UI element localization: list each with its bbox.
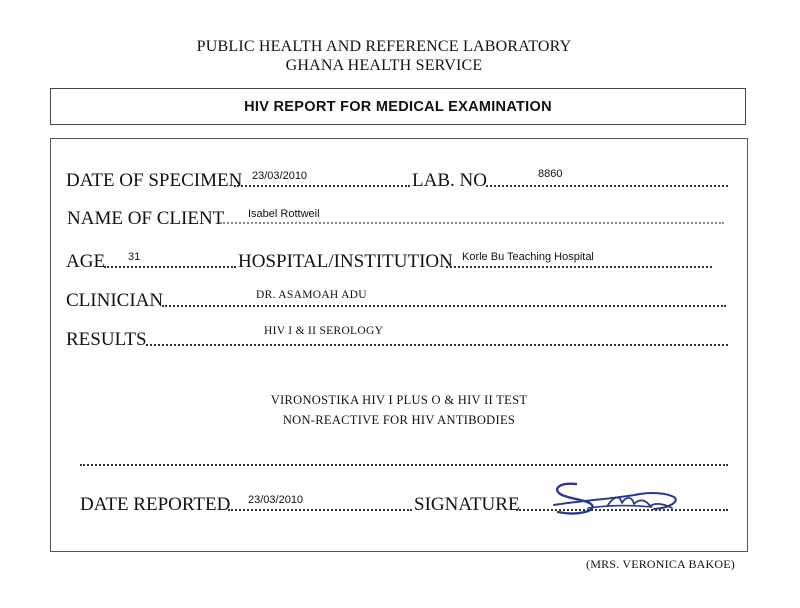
hospital-value: Korle Bu Teaching Hospital bbox=[462, 251, 594, 263]
age-dots bbox=[104, 266, 236, 268]
date-of-specimen-label: DATE OF SPECIMEN bbox=[66, 170, 243, 191]
result-outcome-line: NON-REACTIVE FOR HIV ANTIBODIES bbox=[282, 413, 516, 427]
report-title: HIV REPORT FOR MEDICAL EXAMINATION bbox=[244, 99, 552, 115]
date-reported-label: DATE REPORTED bbox=[80, 494, 231, 515]
hospital-label: HOSPITAL/INSTITUTION bbox=[238, 251, 453, 272]
clinician-label: CLINICIAN bbox=[66, 290, 164, 311]
clinician-value: DR. ASAMOAH ADU bbox=[256, 289, 367, 301]
date-of-specimen-value: 23/03/2010 bbox=[252, 170, 308, 182]
service-name: GHANA HEALTH SERVICE bbox=[285, 57, 483, 74]
results-dots bbox=[146, 344, 728, 346]
date-of-specimen-dots bbox=[234, 185, 410, 187]
age-label: AGE bbox=[66, 251, 106, 272]
lab-no-dots bbox=[486, 185, 728, 187]
age-value: 31 bbox=[128, 251, 141, 263]
report-title-box bbox=[50, 88, 746, 125]
date-reported-dots bbox=[228, 509, 412, 511]
name-of-client-dots bbox=[220, 222, 724, 224]
results-label: RESULTS bbox=[66, 329, 147, 350]
lab-name: PUBLIC HEALTH AND REFERENCE LABORATORY bbox=[196, 38, 572, 55]
signature-label: SIGNATURE bbox=[414, 494, 520, 515]
name-of-client-label: NAME OF CLIENT bbox=[67, 208, 225, 229]
name-of-client-value: Isabel Rottweil bbox=[248, 208, 320, 220]
result-test-line: VIRONOSTIKA HIV I PLUS O & HIV II TEST bbox=[270, 393, 528, 407]
results-value: HIV I & II SEROLOGY bbox=[264, 325, 384, 337]
clinician-dots bbox=[162, 305, 726, 307]
lab-no-label: LAB. NO bbox=[412, 170, 487, 191]
hospital-dots bbox=[446, 266, 712, 268]
blank-dotted-line bbox=[80, 464, 728, 466]
lab-no-value: 8860 bbox=[538, 168, 563, 180]
date-reported-value: 23/03/2010 bbox=[248, 494, 304, 506]
officer-name: (MRS. VERONICA BAKOE) bbox=[586, 557, 735, 571]
signature-icon bbox=[548, 478, 688, 522]
